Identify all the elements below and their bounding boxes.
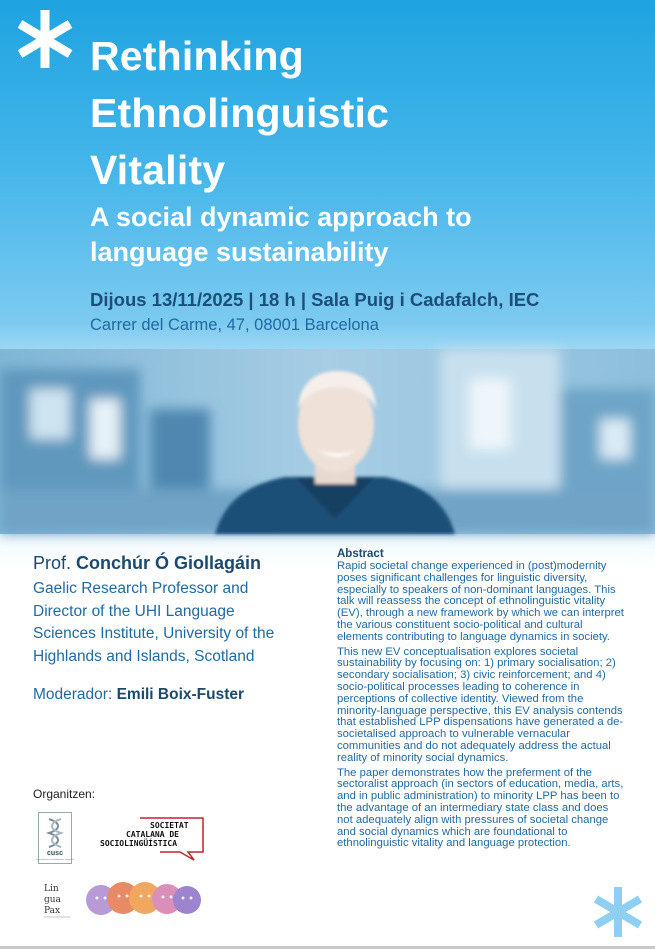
- cusc-logo-caption: Centre de Recerca en Sociolingüística i Comunicació: [36, 860, 74, 861]
- cusc-logo-text: cusc: [47, 850, 63, 857]
- speaker-prefix: Prof.: [33, 553, 72, 573]
- asterisk-icon: [12, 6, 78, 72]
- scs-logo: [100, 816, 205, 862]
- linguapax-line: Pax: [44, 906, 61, 916]
- abstract-paragraph: This new EV conceptualisation explores societal sustainability by focusing on: 1) primary socialisation; 2) secondary socialisation; 3) civic reinforcement; and 4) socio-political processes leading to coherence in perceptions of collective identity. Viewed from the minority-language perspective, this EV analysis contends that established LPP dispensations have generated a de-societalised approach to vulnerable vernacular communities and do not adequately address the actual reality of minority social dynamics.: [337, 645, 624, 764]
- role-line: Director of the UHI Language: [33, 602, 235, 620]
- abstract-heading: Abstract: [337, 548, 384, 560]
- abstract-body: [337, 561, 627, 853]
- title-line: Rethinking: [90, 33, 304, 79]
- subtitle-line: A social dynamic approach to: [90, 202, 472, 232]
- scs-logo-line: CATALANA DE: [126, 830, 179, 839]
- scs-logo-line: SOCIETAT: [150, 821, 189, 830]
- page-title: [90, 28, 630, 199]
- page-subtitle: [90, 200, 630, 270]
- organizers-label: Organitzen:: [33, 787, 96, 801]
- title-line: Vitality: [90, 147, 226, 193]
- abstract-paragraph: The paper demonstrates how the preferment of the sectoralist approach (in sectors of education, media, arts, and in public administration) to minority LPP has been to the advantage of an intermediary state class and does not adequately align with pressures of societal change and social dynamics which are foundational to ethnolinguistic vitality and language protection.: [337, 766, 624, 850]
- asterisk-icon: [590, 884, 646, 940]
- event-address: Carrer del Carme, 47, 08001 Barcelona: [90, 316, 379, 334]
- speaker-name: [33, 553, 333, 574]
- role-line: Sciences Institute, University of the: [33, 625, 275, 642]
- role-line: Gaelic Research Professor and: [33, 580, 249, 597]
- linguapax-line: gua: [44, 895, 61, 905]
- subtitle-line: language sustainability: [90, 237, 389, 267]
- scs-logo-line: SOCIOLINGÜÍSTICA: [100, 839, 178, 848]
- speaker-photo: [0, 349, 655, 534]
- moderator-label: Moderador:: [33, 686, 113, 703]
- linguapax-line: Lin: [44, 884, 59, 894]
- cusc-logo: [38, 812, 72, 864]
- moderator-name: Emili Boix-Fuster: [116, 686, 245, 703]
- moderator: [33, 686, 333, 704]
- speaker-role: [33, 578, 318, 668]
- faces-logo: [85, 878, 203, 920]
- event-date: Dijous 13/11/2025 | 18 h | Sala Puig i Cadafalch, IEC: [90, 289, 540, 310]
- role-line: Highlands and Islands, Scotland: [33, 647, 255, 665]
- linguapax-logo: [40, 880, 74, 920]
- title-line: Ethnolinguistic: [90, 90, 390, 136]
- speaker-fullname: Conchúr Ó Giollagáin: [76, 553, 262, 573]
- abstract-paragraph: Rapid societal change experienced in (post)modernity poses significant challenges for linguistic diversity, especially to speakers of non-dominant languages. This talk will reassess the concept of ethnolinguistic vitality (EV), through a new framework by which we can interpret the various constituent socio-political and cultural elements contributing to language dynamics in society.: [337, 560, 624, 643]
